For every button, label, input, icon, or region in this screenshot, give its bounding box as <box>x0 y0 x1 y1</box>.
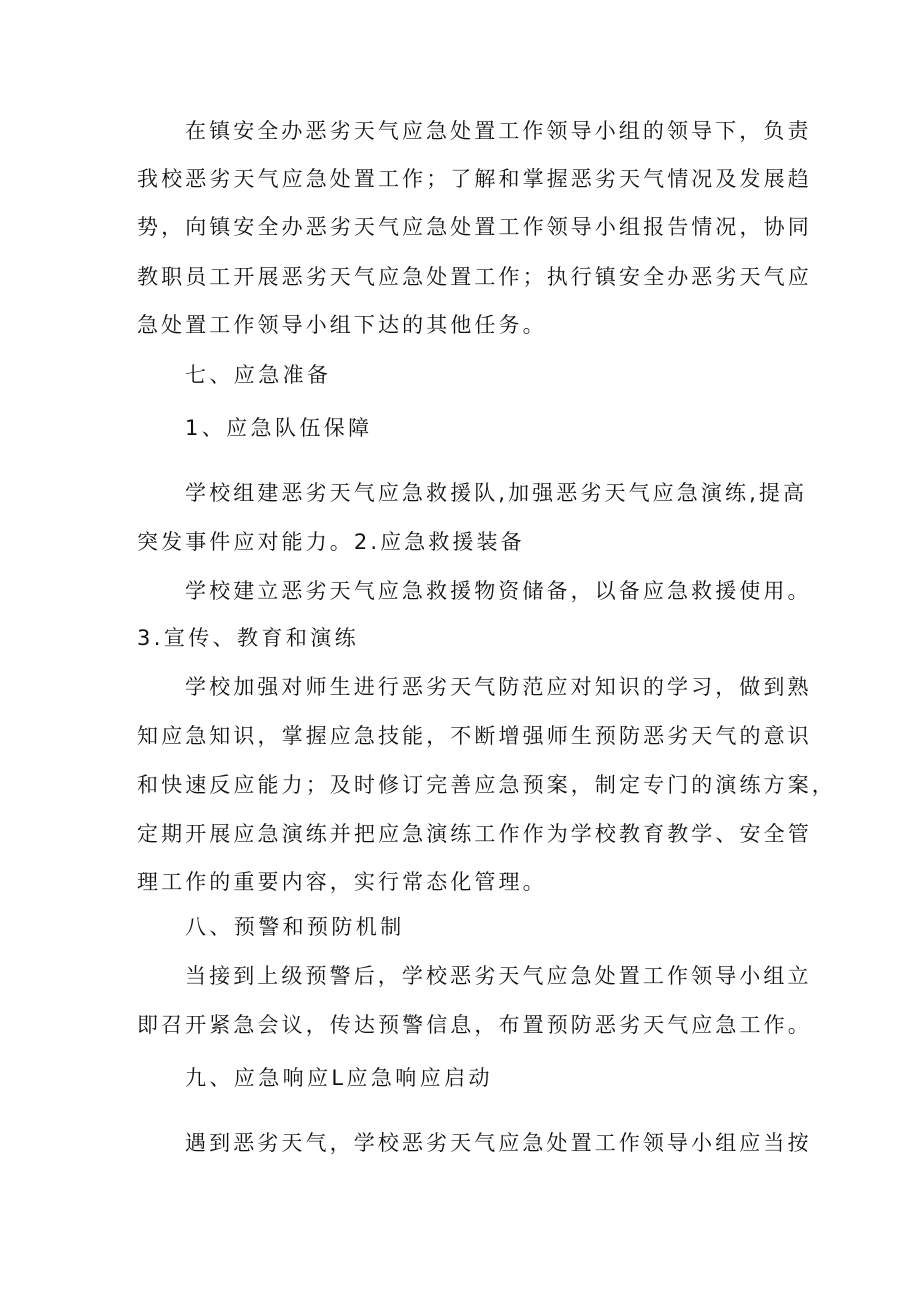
paragraph-line: 学校加强对师生进行恶劣天气防范应对知识的学习，做到熟 <box>185 675 812 699</box>
paragraph-line: 学校建立恶劣天气应急救援物资储备，以备应急救援使用。 <box>185 579 812 603</box>
paragraph-line: 急处置工作领导小组下达的其他任务。 <box>137 313 547 337</box>
paragraph-line: 教职员工开展恶劣天气应急处置工作；执行镇安全办恶劣天气应 <box>137 265 812 289</box>
paragraph-line: 我校恶劣天气应急处置工作；了解和掌握恶劣天气情况及发展趋 <box>137 167 812 191</box>
section-heading: 九、应急响应L应急响应启动 <box>185 1066 493 1090</box>
section-heading: 七、应急准备 <box>185 363 332 387</box>
paragraph-line: 定期开展应急演练并把应急演练工作作为学校教育教学、安全管 <box>137 822 812 846</box>
paragraph-line: 和快速反应能力；及时修订完善应急预案，制定专门的演练方案， <box>137 773 836 797</box>
paragraph-line: 理工作的重要内容，实行常态化管理。 <box>137 870 547 894</box>
paragraph-line: 当接到上级预警后，学校恶劣天气应急处置工作领导小组立 <box>185 964 812 988</box>
paragraph-line: 在镇安全办恶劣天气应急处置工作领导小组的领导下，负责 <box>185 119 812 143</box>
paragraph-line: 遇到恶劣天气，学校恶劣天气应急处置工作领导小组应当按 <box>185 1131 812 1155</box>
paragraph-line: 势，向镇安全办恶劣天气应急处置工作领导小组报告情况，协同 <box>137 215 812 239</box>
paragraph-line: 知应急知识，掌握应急技能，不断增强师生预防恶劣天气的意识 <box>137 724 812 748</box>
paragraph-line: 即召开紧急会议，传达预警信息，布置预防恶劣天气应急工作。 <box>137 1013 812 1037</box>
section-heading: 八、预警和预防机制 <box>185 915 405 939</box>
paragraph-line: 学校组建恶劣天气应急救援队,加强恶劣天气应急演练,提高 <box>185 481 808 505</box>
subsection-heading: 1、应急队伍保障 <box>185 416 373 440</box>
paragraph-line: 突发事件应对能力。2.应急救援装备 <box>137 530 525 554</box>
subsection-heading: 3.宣传、教育和演练 <box>137 626 360 650</box>
